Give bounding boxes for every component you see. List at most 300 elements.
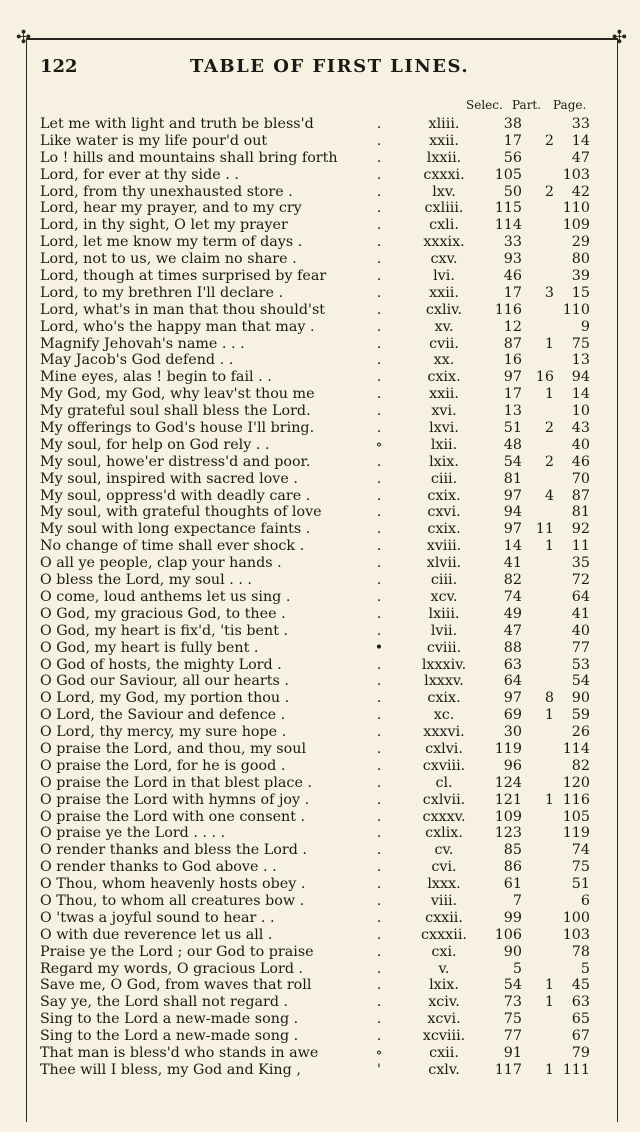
first-line-text: My soul, howe'er distress'd and poor. xyxy=(40,453,311,470)
selection-arabic: 54 xyxy=(503,977,522,994)
selection-number: xc. xyxy=(433,707,455,724)
corner-ornament-left-icon: ✣ xyxy=(16,27,32,48)
first-line-text: O bless the Lord, my soul . . . xyxy=(40,572,252,589)
table-row xyxy=(40,234,600,251)
page-number-cell: 45 xyxy=(571,977,590,994)
corner-ornament-right-icon: ✣ xyxy=(611,27,627,48)
page-number-cell: 92 xyxy=(571,521,590,538)
selection-number: cxviii. xyxy=(422,757,466,774)
table-row xyxy=(40,825,600,842)
first-line-text: Save me, O God, from waves that roll xyxy=(40,977,312,994)
table-row xyxy=(40,775,600,792)
leader-dot: . xyxy=(376,1028,382,1045)
first-line-text: O God, my heart is fix'd, 'tis bent . xyxy=(40,622,289,639)
part-number: 1 xyxy=(544,538,554,555)
leader-dot: ' xyxy=(377,1061,381,1078)
selection-number: ciii. xyxy=(430,470,458,487)
selection-number: cxliv. xyxy=(425,301,463,318)
table-row xyxy=(40,116,600,133)
table-row xyxy=(40,961,600,978)
leader-dot: . xyxy=(376,335,382,352)
part-number: 2 xyxy=(544,132,554,149)
page-number-cell: 14 xyxy=(571,386,590,403)
first-line-text: My soul, for help on God rely . . xyxy=(40,436,270,453)
page-number-cell: 40 xyxy=(571,436,590,453)
leader-dot: . xyxy=(376,487,382,504)
selection-number: xvi. xyxy=(431,403,457,420)
selection-number: cxii. xyxy=(429,1044,459,1061)
table-row xyxy=(40,437,600,454)
page-number-cell: 54 xyxy=(571,673,590,690)
first-line-text: Regard my words, O gracious Lord . xyxy=(40,960,304,977)
page-number-cell: 11 xyxy=(571,538,590,555)
leader-dot: . xyxy=(376,977,382,994)
first-line-text: O praise ye the Lord . . . . xyxy=(40,825,226,842)
selection-number: cv. xyxy=(434,842,454,859)
selection-arabic: 121 xyxy=(494,791,522,808)
selection-number: xcviii. xyxy=(422,1028,466,1045)
table-row xyxy=(40,927,600,944)
column-header-selec: Selec. xyxy=(466,98,503,112)
first-line-text: O God of hosts, the mighty Lord . xyxy=(40,656,282,673)
selection-arabic: 81 xyxy=(503,470,522,487)
selection-number: cxxxii. xyxy=(421,926,467,943)
table-row xyxy=(40,893,600,910)
page-number-cell: 90 xyxy=(571,690,590,707)
selection-number: cvi. xyxy=(431,859,457,876)
selection-number: cviii. xyxy=(426,639,462,656)
table-row xyxy=(40,184,600,201)
leader-dot: . xyxy=(376,284,382,301)
leader-dot: . xyxy=(376,707,382,724)
page-number-cell: 72 xyxy=(571,572,590,589)
page-number-cell: 46 xyxy=(571,453,590,470)
table-row xyxy=(40,150,600,167)
table-row xyxy=(40,623,600,640)
page-number-cell: 64 xyxy=(571,588,590,605)
page-number-cell: 75 xyxy=(571,335,590,352)
leader-dot: . xyxy=(376,234,382,251)
selection-number: viii. xyxy=(430,892,458,909)
page-number-cell: 105 xyxy=(562,808,590,825)
selection-arabic: 30 xyxy=(503,724,522,741)
page-number-cell: 109 xyxy=(562,217,590,234)
selection-number: lxix. xyxy=(429,977,459,994)
leader-dot: . xyxy=(376,318,382,335)
first-line-text: O all ye people, clap your hands . xyxy=(40,555,282,572)
part-number: 1 xyxy=(544,791,554,808)
selection-number: xviii. xyxy=(426,538,462,555)
first-line-text: Lord, from thy unexhausted store . xyxy=(40,183,293,200)
leader-dot: . xyxy=(376,149,382,166)
first-line-text: Magnify Jehovah's name . . . xyxy=(40,335,245,352)
leader-dot: . xyxy=(376,217,382,234)
leader-dot: • xyxy=(374,639,384,656)
page-number-cell: 110 xyxy=(562,200,590,217)
leader-dot: . xyxy=(376,909,382,926)
selection-number: cxlvi. xyxy=(425,740,463,757)
selection-arabic: 114 xyxy=(494,217,522,234)
part-number: 1 xyxy=(544,1061,554,1078)
table-row xyxy=(40,1062,600,1079)
page-number-cell: 41 xyxy=(571,605,590,622)
leader-dot: . xyxy=(376,791,382,808)
part-number: 8 xyxy=(544,690,554,707)
page-number-cell: 80 xyxy=(571,251,590,268)
table-row xyxy=(40,488,600,505)
part-number: 1 xyxy=(544,335,554,352)
leader-dot: . xyxy=(376,943,382,960)
page-number-cell: 53 xyxy=(571,656,590,673)
selection-arabic: 97 xyxy=(503,369,522,386)
page-number-cell: 51 xyxy=(571,876,590,893)
first-line-text: My soul with long expectance faints . xyxy=(40,521,311,538)
page-number-cell: 14 xyxy=(571,132,590,149)
table-row xyxy=(40,336,600,353)
selection-number: xlvii. xyxy=(426,555,462,572)
selection-number: cxli. xyxy=(429,217,459,234)
table-row xyxy=(40,268,600,285)
selection-arabic: 119 xyxy=(494,740,522,757)
first-line-text: O Lord, thy mercy, my sure hope . xyxy=(40,724,287,741)
first-line-text: Lord, for ever at thy side . . xyxy=(40,166,239,183)
page-number-cell: 81 xyxy=(571,504,590,521)
selection-arabic: 85 xyxy=(503,842,522,859)
selection-arabic: 41 xyxy=(503,555,522,572)
selection-arabic: 109 xyxy=(494,808,522,825)
table-row xyxy=(40,977,600,994)
selection-arabic: 117 xyxy=(494,1061,522,1078)
table-row xyxy=(40,690,600,707)
leader-dot: . xyxy=(376,622,382,639)
leader-dot: . xyxy=(376,960,382,977)
page-number-cell: 9 xyxy=(580,318,590,335)
selection-number: cxlix. xyxy=(425,825,463,842)
page-number-cell: 120 xyxy=(562,774,590,791)
page-number-cell: 67 xyxy=(571,1028,590,1045)
first-line-text: Like water is my life pour'd out xyxy=(40,132,268,149)
page-number-cell: 75 xyxy=(571,859,590,876)
leader-dot: . xyxy=(376,926,382,943)
selection-arabic: 90 xyxy=(503,943,522,960)
leader-dot: . xyxy=(376,892,382,909)
first-line-text: That man is bless'd who stands in awe xyxy=(40,1044,319,1061)
selection-arabic: 94 xyxy=(503,504,522,521)
table-row xyxy=(40,741,600,758)
table-row xyxy=(40,859,600,876)
selection-arabic: 116 xyxy=(494,301,522,318)
page-number-cell: 39 xyxy=(571,268,590,285)
selection-arabic: 77 xyxy=(503,1028,522,1045)
selection-number: cxxii. xyxy=(425,909,463,926)
page-number-cell: 10 xyxy=(571,403,590,420)
first-line-text: Let me with light and truth be bless'd xyxy=(40,116,314,132)
leader-dot: . xyxy=(376,673,382,690)
selection-number: lxvi. xyxy=(429,420,459,437)
selection-arabic: 124 xyxy=(494,774,522,791)
selection-arabic: 88 xyxy=(503,639,522,656)
leader-dot: . xyxy=(376,166,382,183)
selection-number: xxii. xyxy=(429,284,459,301)
selection-arabic: 56 xyxy=(503,149,522,166)
leader-dot: . xyxy=(376,453,382,470)
leader-dot: . xyxy=(376,774,382,791)
selection-number: cxlvii. xyxy=(422,791,466,808)
table-row xyxy=(40,285,600,302)
table-row xyxy=(40,842,600,859)
selection-number: cvii. xyxy=(429,335,459,352)
page-number-cell: 35 xyxy=(571,555,590,572)
selection-number: cxix. xyxy=(427,487,461,504)
first-line-text: O render thanks to God above . . xyxy=(40,859,277,876)
table-row xyxy=(40,944,600,961)
selection-number: lvii. xyxy=(430,622,458,639)
page-frame-right-rule xyxy=(617,38,618,1122)
page-title: TABLE OF FIRST LINES. xyxy=(190,56,470,77)
first-line-text: O Lord, my God, my portion thou . xyxy=(40,690,290,707)
part-number: 3 xyxy=(544,284,554,301)
selection-number: cxix. xyxy=(427,369,461,386)
leader-dot: . xyxy=(376,268,382,285)
first-line-text: Lo ! hills and mountains shall bring forth xyxy=(40,149,338,166)
selection-arabic: 49 xyxy=(503,605,522,622)
page-number-cell: 47 xyxy=(571,149,590,166)
selection-arabic: 12 xyxy=(503,318,522,335)
first-line-text: Mine eyes, alas ! begin to fail . . xyxy=(40,369,272,386)
column-header-page: Page. xyxy=(553,98,587,112)
leader-dot: . xyxy=(376,183,382,200)
selection-number: cxix. xyxy=(427,521,461,538)
leader-dot: . xyxy=(376,420,382,437)
first-line-text: My soul, with grateful thoughts of love xyxy=(40,504,322,521)
page-number-cell: 33 xyxy=(571,116,590,132)
table-row xyxy=(40,572,600,589)
leader-dot: . xyxy=(376,132,382,149)
selection-arabic: 7 xyxy=(512,892,522,909)
table-row xyxy=(40,369,600,386)
selection-number: xxxix. xyxy=(423,234,465,251)
first-line-text: Lord, who's the happy man that may . xyxy=(40,318,315,335)
first-line-text: O God, my heart is fully bent . xyxy=(40,639,259,656)
selection-number: xxxvi. xyxy=(423,724,465,741)
table-row xyxy=(40,1028,600,1045)
leader-dot: . xyxy=(376,724,382,741)
page-frame-top-rule xyxy=(26,38,618,40)
table-row xyxy=(40,1045,600,1062)
leader-dot: . xyxy=(376,116,382,132)
table-row xyxy=(40,386,600,403)
selection-arabic: 54 xyxy=(503,453,522,470)
selection-arabic: 97 xyxy=(503,487,522,504)
page-number-cell: 5 xyxy=(580,960,590,977)
part-number: 1 xyxy=(544,977,554,994)
table-row xyxy=(40,673,600,690)
selection-number: xliii. xyxy=(428,116,460,132)
table-row xyxy=(40,589,600,606)
first-line-text: O praise the Lord in that blest place . xyxy=(40,774,312,791)
page-number-cell: 74 xyxy=(571,842,590,859)
table-row xyxy=(40,724,600,741)
page-number-cell: 42 xyxy=(571,183,590,200)
first-line-text: My God, my God, why leav'st thou me xyxy=(40,386,315,403)
table-row xyxy=(40,657,600,674)
leader-dot: . xyxy=(376,605,382,622)
first-line-text: O 'twas a joyful sound to hear . . xyxy=(40,909,275,926)
selection-arabic: 91 xyxy=(503,1044,522,1061)
leader-dot: . xyxy=(376,538,382,555)
leader-dot: ∘ xyxy=(375,1044,383,1061)
selection-arabic: 87 xyxy=(503,335,522,352)
selection-arabic: 13 xyxy=(503,403,522,420)
first-line-text: Lord, not to us, we claim no share . xyxy=(40,251,297,268)
table-row xyxy=(40,217,600,234)
page-number-cell: 70 xyxy=(571,470,590,487)
table-row xyxy=(40,352,600,369)
page-number-cell: 116 xyxy=(562,791,590,808)
table-row xyxy=(40,504,600,521)
table-row xyxy=(40,319,600,336)
table-row xyxy=(40,167,600,184)
table-row xyxy=(40,521,600,538)
leader-dot: . xyxy=(376,301,382,318)
leader-dot: . xyxy=(376,757,382,774)
page-number-cell: 77 xyxy=(571,639,590,656)
table-row xyxy=(40,758,600,775)
first-line-text: O praise the Lord, and thou, my soul xyxy=(40,740,307,757)
leader-dot: . xyxy=(376,200,382,217)
first-line-text: Lord, what's in man that thou should'st xyxy=(40,301,326,318)
selection-arabic: 123 xyxy=(494,825,522,842)
first-line-text: O Thou, whom heavenly hosts obey . xyxy=(40,876,306,893)
selection-arabic: 17 xyxy=(503,132,522,149)
selection-arabic: 38 xyxy=(503,116,522,132)
first-line-text: O God our Saviour, all our hearts . xyxy=(40,673,289,690)
selection-arabic: 47 xyxy=(503,622,522,639)
leader-dot: . xyxy=(376,386,382,403)
part-number: 1 xyxy=(544,707,554,724)
selection-number: cxliii. xyxy=(424,200,464,217)
page-number-cell: 79 xyxy=(571,1044,590,1061)
selection-arabic: 16 xyxy=(503,352,522,369)
selection-arabic: 63 xyxy=(503,656,522,673)
table-row xyxy=(40,994,600,1011)
leader-dot: . xyxy=(376,521,382,538)
page-number: 122 xyxy=(40,56,78,77)
part-number: 4 xyxy=(544,487,554,504)
first-line-text: Sing to the Lord a new-made song . xyxy=(40,1011,299,1028)
page-number-cell: 15 xyxy=(571,284,590,301)
selection-arabic: 86 xyxy=(503,859,522,876)
table-row xyxy=(40,420,600,437)
selection-arabic: 17 xyxy=(503,284,522,301)
page-number-cell: 100 xyxy=(562,909,590,926)
leader-dot: . xyxy=(376,470,382,487)
selection-number: xxii. xyxy=(429,132,459,149)
selection-arabic: 82 xyxy=(503,572,522,589)
selection-arabic: 33 xyxy=(503,234,522,251)
first-line-text: O God, my gracious God, to thee . xyxy=(40,605,286,622)
leader-dot: . xyxy=(376,369,382,386)
page-number-cell: 82 xyxy=(571,757,590,774)
first-line-text: Say ye, the Lord shall not regard . xyxy=(40,994,289,1011)
leader-dot: . xyxy=(376,403,382,420)
selection-arabic: 46 xyxy=(503,268,522,285)
page-number-cell: 119 xyxy=(562,825,590,842)
selection-number: cxlv. xyxy=(428,1061,460,1078)
selection-arabic: 14 xyxy=(503,538,522,555)
selection-arabic: 97 xyxy=(503,690,522,707)
page-number-cell: 6 xyxy=(580,892,590,909)
first-line-text: Thee will I bless, my God and King , xyxy=(40,1061,301,1078)
first-line-text: O with due reverence let us all . xyxy=(40,926,273,943)
selection-number: cl. xyxy=(435,774,453,791)
table-row xyxy=(40,200,600,217)
selection-arabic: 69 xyxy=(503,707,522,724)
first-line-text: Lord, to my brethren I'll declare . xyxy=(40,284,284,301)
leader-dot: . xyxy=(376,740,382,757)
first-line-text: O render thanks and bless the Lord . xyxy=(40,842,307,859)
selection-number: xx. xyxy=(433,352,455,369)
selection-arabic: 74 xyxy=(503,588,522,605)
page-number-cell: 65 xyxy=(571,1011,590,1028)
table-row xyxy=(40,876,600,893)
first-line-text: O Lord, the Saviour and defence . xyxy=(40,707,286,724)
leader-dot: . xyxy=(376,808,382,825)
selection-arabic: 96 xyxy=(503,757,522,774)
first-line-text: Lord, let me know my term of days . xyxy=(40,234,303,251)
first-line-text: O praise the Lord, for he is good . xyxy=(40,757,286,774)
page-number-cell: 78 xyxy=(571,943,590,960)
selection-number: cxxxv. xyxy=(422,808,466,825)
table-row xyxy=(40,792,600,809)
leader-dot: . xyxy=(376,842,382,859)
selection-number: v. xyxy=(438,960,450,977)
leader-dot: . xyxy=(376,690,382,707)
part-number: 1 xyxy=(544,386,554,403)
table-row xyxy=(40,1011,600,1028)
page-number-cell: 59 xyxy=(571,707,590,724)
first-line-text: Sing to the Lord a new-made song . xyxy=(40,1028,299,1045)
leader-dot: . xyxy=(376,825,382,842)
selection-arabic: 93 xyxy=(503,251,522,268)
table-row xyxy=(40,538,600,555)
leader-dot: . xyxy=(376,656,382,673)
part-number: 16 xyxy=(535,369,554,386)
page-number-cell: 103 xyxy=(562,166,590,183)
selection-number: cxix. xyxy=(427,690,461,707)
selection-arabic: 75 xyxy=(503,1011,522,1028)
selection-number: cxi. xyxy=(431,943,457,960)
leader-dot: ∘ xyxy=(375,436,383,453)
selection-arabic: 99 xyxy=(503,909,522,926)
first-line-text: My grateful soul shall bless the Lord. xyxy=(40,403,311,420)
table-row xyxy=(40,707,600,724)
selection-number: lvi. xyxy=(433,268,455,285)
selection-number: lxix. xyxy=(429,453,459,470)
selection-number: lxxxv. xyxy=(424,673,464,690)
leader-dot: . xyxy=(376,1011,382,1028)
selection-number: xciv. xyxy=(428,994,460,1011)
table-row xyxy=(40,910,600,927)
page-number-cell: 29 xyxy=(571,234,590,251)
first-line-text: May Jacob's God defend . . xyxy=(40,352,234,369)
page-number-cell: 111 xyxy=(562,1061,590,1078)
selection-arabic: 106 xyxy=(494,926,522,943)
part-number: 11 xyxy=(535,521,554,538)
first-line-text: Lord, though at times surprised by fear xyxy=(40,268,327,285)
selection-arabic: 115 xyxy=(494,200,522,217)
first-line-text: Praise ye the Lord ; our God to praise xyxy=(40,943,314,960)
